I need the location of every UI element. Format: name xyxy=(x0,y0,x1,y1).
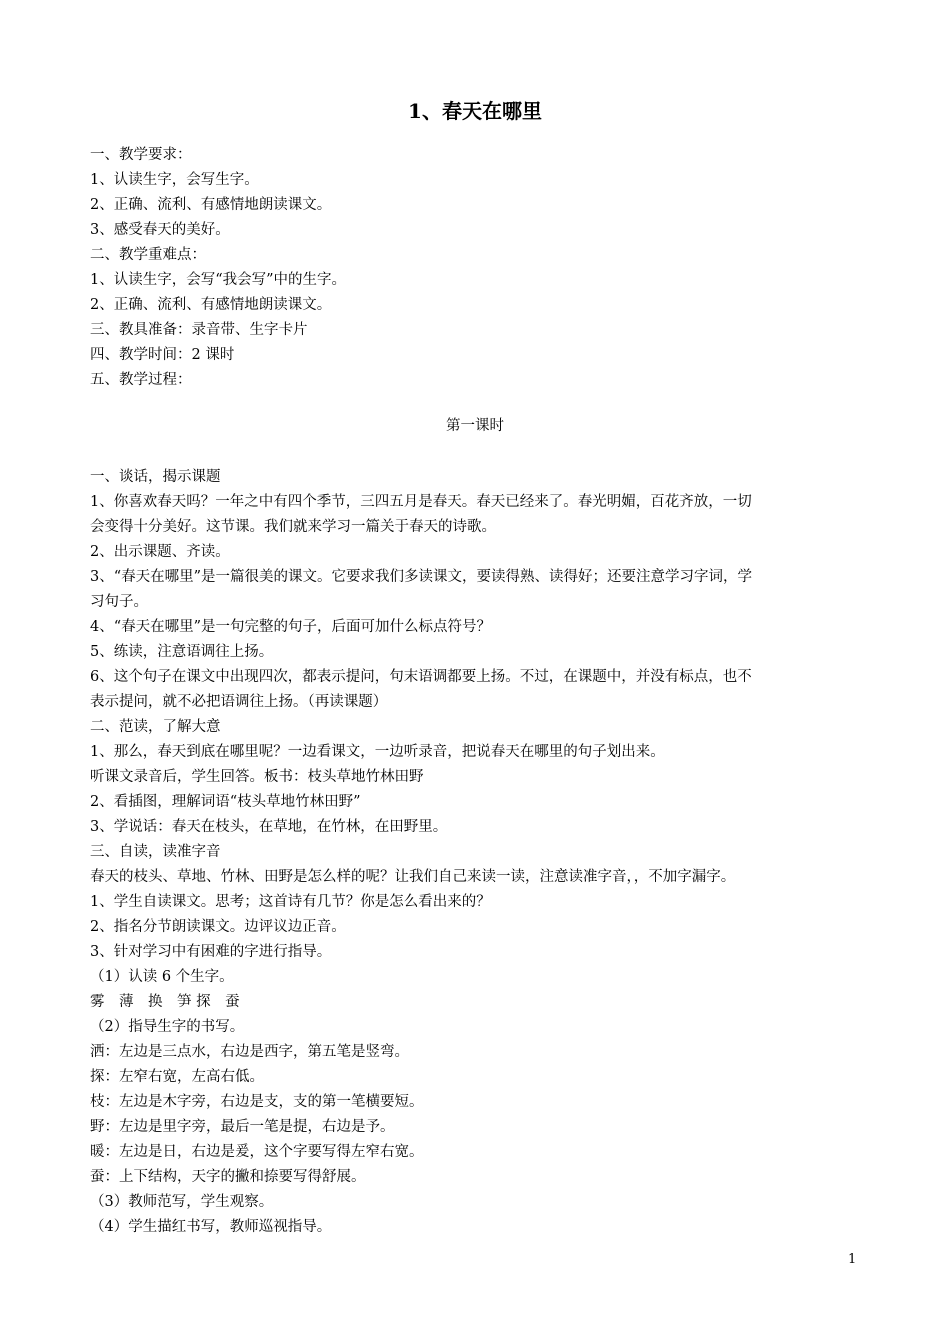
lesson-line: 二、范读，了解大意 xyxy=(90,719,221,735)
lesson-line: （4）学生描红书写，教师巡视指导。 xyxy=(90,1219,332,1235)
process-line: 五、教学过程： xyxy=(90,372,192,388)
lesson-line: 探：左窄右宽，左高右低。 xyxy=(90,1069,264,1085)
lesson-line: 听课文录音后，学生回答。板书：枝头草地竹林田野 xyxy=(90,769,424,785)
lesson-line: 雾 薄 换 笋 探 蚕 xyxy=(90,994,240,1010)
lesson-line: 1、学生自读课文。思考；这首诗有几节？你是怎么看出来的？ xyxy=(90,894,491,910)
lesson-line: 6、这个句子在课文中出现四次，都表示提问，句末语调都要上扬。不过，在课题中，并没有标点，也不 xyxy=(90,669,752,685)
lesson-line: 2、出示课题、齐读。 xyxy=(90,544,230,560)
keypoints-heading: 二、教学重难点： xyxy=(90,247,206,263)
time-line: 四、教学时间：2 课时 xyxy=(90,347,235,363)
lesson-line: 3、“春天在哪里”是一篇很美的课文。它要求我们多读课文，要读得熟、读得好；还要注意学习字词，学 xyxy=(90,569,753,585)
lesson-line: 3、学说话：春天在枝头，在草地，在竹林，在田野里。 xyxy=(90,819,448,835)
lesson-line: 4、“春天在哪里”是一句完整的句子，后面可加什么标点符号？ xyxy=(90,619,492,635)
keypoint-item: 1、认读生字，会写“我会写”中的生字。 xyxy=(90,272,347,288)
lesson-line: 2、指名分节朗读课文。边评议边正音。 xyxy=(90,919,346,935)
page-number: 1 xyxy=(848,1252,857,1267)
lesson-line: 3、针对学习中有困难的字进行指导。 xyxy=(90,944,332,960)
lesson-line: （1）认读 6 个生字。 xyxy=(90,969,234,985)
lesson-line: 三、自读，读准字音 xyxy=(90,844,221,860)
lesson-line: 洒：左边是三点水，右边是西字，第五笔是竖弯。 xyxy=(90,1044,409,1060)
intro-section xyxy=(90,143,860,393)
lesson-line: 1、那么，春天到底在哪里呢？一边看课文，一边听录音，把说春天在哪里的句子划出来。 xyxy=(90,744,665,760)
keypoint-item: 2、正确、流利、有感情地朗读课文。 xyxy=(90,297,332,313)
lesson-line: 枝：左边是木字旁，右边是支，支的第一笔横要短。 xyxy=(90,1094,424,1110)
lesson-content xyxy=(90,465,860,1240)
requirement-item: 3、感受春天的美好。 xyxy=(90,222,230,238)
lesson-line: 习句子。 xyxy=(90,594,148,610)
lesson-heading: 第一课时 xyxy=(446,418,504,434)
lesson-line: 1、你喜欢春天吗？一年之中有四个季节，三四五月是春天。春天已经来了。春光明媚，百花齐放，一切 xyxy=(90,494,752,510)
lesson-line: 2、看插图，理解词语“枝头草地竹林田野” xyxy=(90,794,361,810)
requirements-heading: 一、教学要求： xyxy=(90,147,192,163)
page-title: 1、春天在哪里 xyxy=(408,99,542,123)
lesson-line: （3）教师范写，学生观察。 xyxy=(90,1194,274,1210)
lesson-line: （2）指导生字的书写。 xyxy=(90,1019,245,1035)
lesson-line: 一、谈话，揭示课题 xyxy=(90,469,221,485)
lesson-line: 春天的枝头、草地、竹林、田野是怎么样的呢？让我们自己来读一读，注意读准字音，，不加字漏字。 xyxy=(90,869,736,885)
lesson-line: 野：左边是里字旁，最后一笔是提，右边是予。 xyxy=(90,1119,395,1135)
lesson-line: 暖：左边是日，右边是爰，这个字要写得左窄右宽。 xyxy=(90,1144,424,1160)
lesson-line: 表示提问，就不必把语调往上扬。（再读课题） xyxy=(90,694,388,710)
requirement-item: 1、认读生字，会写生字。 xyxy=(90,172,259,188)
lesson-line: 5、练读，注意语调往上扬。 xyxy=(90,644,274,660)
materials-line: 三、教具准备：录音带、生字卡片 xyxy=(90,322,308,338)
lesson-line: 会变得十分美好。这节课。我们就来学习一篇关于春天的诗歌。 xyxy=(90,519,496,535)
lesson-line: 蚕：上下结构，天字的撇和捺要写得舒展。 xyxy=(90,1169,366,1185)
requirement-item: 2、正确、流利、有感情地朗读课文。 xyxy=(90,197,332,213)
